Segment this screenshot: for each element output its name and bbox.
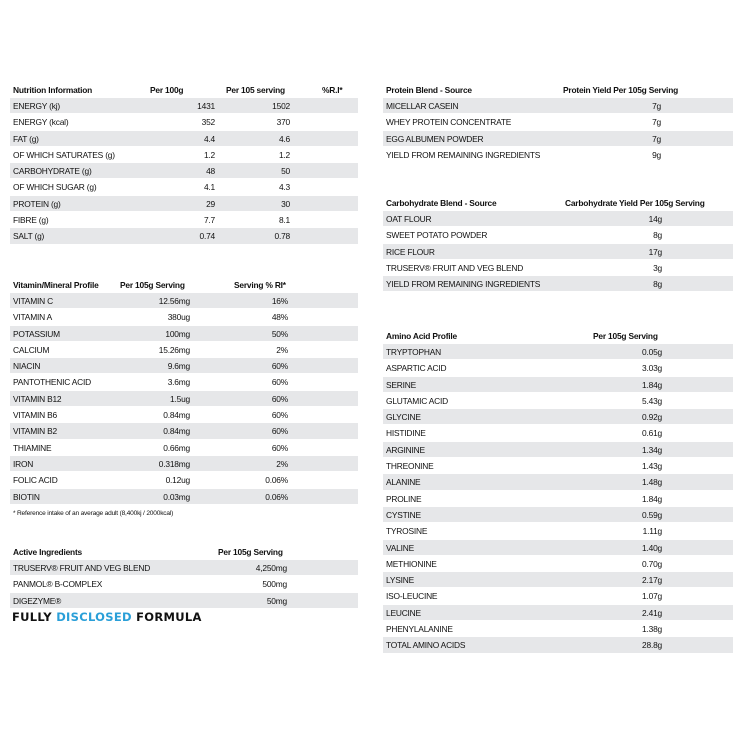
vitamin-row-value2: 60% xyxy=(271,361,288,372)
active-ingredient-row-name: PANMOL® B-COMPLEX xyxy=(13,579,103,590)
nutrition-row xyxy=(10,131,358,147)
nutrition-row-name: ENERGY (kj) xyxy=(13,101,60,111)
protein-row xyxy=(383,114,733,130)
nutrition-row-value: 7.7 xyxy=(203,215,215,226)
vitamin-header-per-serving: Per 105g Serving xyxy=(120,280,185,290)
nutrition-row-value: 352 xyxy=(201,117,215,128)
vitamin-header-label: Vitamin/Mineral Profile xyxy=(13,280,99,290)
vitamin-row xyxy=(10,407,358,423)
amino-row-name: HISTIDINE xyxy=(386,428,426,439)
carb-row-name: TRUSERV® FRUIT AND VEG BLEND xyxy=(386,262,524,273)
amino-row-value: 1.34g xyxy=(642,444,662,455)
vitamin-row-name: VITAMIN B12 xyxy=(13,393,62,404)
carb-row xyxy=(383,276,733,292)
amino-row-name: LYSINE xyxy=(386,575,414,586)
vitamin-row-value: 9.6mg xyxy=(167,361,190,372)
active-ingredient-row-name: TRUSERV® FRUIT AND VEG BLEND xyxy=(13,563,151,573)
nutrition-header-label: Nutrition Information xyxy=(13,85,93,95)
amino-row-value: 1.48g xyxy=(642,477,662,488)
vitamin-row xyxy=(10,358,358,374)
vitamin-row-value: 0.03mg xyxy=(163,491,190,502)
protein-row-name: MICELLAR CASEIN xyxy=(386,101,459,111)
amino-row-value: 1.84g xyxy=(642,493,662,504)
nutrition-row xyxy=(10,163,358,179)
amino-header-label: Amino Acid Profile xyxy=(386,331,458,341)
vitamin-row-name: THIAMINE xyxy=(13,442,52,453)
vitamin-body xyxy=(10,293,358,505)
amino-row-value: 0.05g xyxy=(642,347,662,357)
active-header-row xyxy=(10,544,358,560)
active-ingredient-row xyxy=(10,593,358,609)
vitamin-row-value2: 2% xyxy=(276,344,288,355)
vitamin-row xyxy=(10,309,358,325)
carb-header-label: Carbohydrate Blend - Source xyxy=(386,198,497,208)
nutrition-row-value2: 8.1 xyxy=(278,215,290,226)
nutrition-header-per-serving: Per 105 serving xyxy=(226,85,285,95)
vitamin-row xyxy=(10,391,358,407)
amino-row-value: 0.70g xyxy=(642,558,662,569)
amino-row xyxy=(383,507,733,523)
nutrition-body xyxy=(10,98,358,245)
carb-row-value: 8g xyxy=(653,230,662,241)
carb-row xyxy=(383,211,733,227)
carb-row-name: OAT FLOUR xyxy=(386,214,432,224)
amino-row-name: GLUTAMIC ACID xyxy=(386,395,448,406)
nutrition-header-ri: %R.I* xyxy=(322,85,343,95)
carb-row xyxy=(383,260,733,276)
active-header-label: Active Ingredients xyxy=(13,547,83,557)
active-ingredient-row-name: DIGEZYME® xyxy=(13,595,62,606)
vitamin-table xyxy=(10,277,358,505)
nutrition-row-name: CARBOHYDRATE (g) xyxy=(13,166,92,177)
amino-row-value: 0.59g xyxy=(642,509,662,520)
protein-header-label: Protein Blend - Source xyxy=(386,85,472,95)
amino-row xyxy=(383,425,733,441)
amino-row xyxy=(383,621,733,637)
amino-row xyxy=(383,393,733,409)
vitamin-row-value2: 50% xyxy=(271,328,288,339)
amino-row xyxy=(383,491,733,507)
active-ingredients-table xyxy=(10,544,358,609)
amino-row-name: THREONINE xyxy=(386,461,434,472)
carb-row-name: RICE FLOUR xyxy=(386,246,435,257)
nutrition-row-value: 0.74 xyxy=(199,231,215,242)
amino-row xyxy=(383,588,733,604)
nutrition-header-per100g: Per 100g xyxy=(150,85,184,95)
vitamin-row xyxy=(10,423,358,439)
amino-row-name: TOTAL AMINO ACIDS xyxy=(386,640,466,651)
vitamin-row xyxy=(10,374,358,390)
vitamin-row-value2: 0.06% xyxy=(265,491,288,502)
reference-intake-footnote: * Reference intake of an average adult (8,400kj / 2000kcal) xyxy=(13,510,174,517)
vitamin-row-name: VITAMIN C xyxy=(13,296,53,306)
amino-body xyxy=(383,344,733,654)
nutrition-row xyxy=(10,196,358,212)
amino-row xyxy=(383,442,733,458)
amino-row-name: ARGININE xyxy=(386,444,425,455)
vitamin-row-value2: 0.06% xyxy=(265,475,288,486)
vitamin-row-name: VITAMIN B2 xyxy=(13,426,57,437)
amino-row-value: 1.07g xyxy=(642,591,662,602)
protein-row-name: EGG ALBUMEN POWDER xyxy=(386,133,484,144)
nutrition-row-name: SALT (g) xyxy=(13,231,45,242)
vitamin-row-value: 0.66mg xyxy=(163,442,190,453)
nutrition-row-name: OF WHICH SUGAR (g) xyxy=(13,182,97,193)
vitamin-row-name: VITAMIN B6 xyxy=(13,410,57,421)
protein-row xyxy=(383,147,733,163)
vitamin-row-value: 12.56mg xyxy=(158,296,190,306)
carb-row-value: 3g xyxy=(653,262,662,273)
amino-row xyxy=(383,360,733,376)
amino-row xyxy=(383,377,733,393)
nutrition-header-row xyxy=(10,82,358,98)
active-header-per-serving: Per 105g Serving xyxy=(218,547,283,557)
amino-row-name: SERINE xyxy=(386,379,416,390)
vitamin-row-name: BIOTIN xyxy=(13,491,40,502)
active-ingredient-row-value: 50mg xyxy=(266,595,287,606)
amino-row-name: PROLINE xyxy=(386,493,422,504)
nutrition-row-value2: 4.3 xyxy=(278,182,290,193)
vitamin-row-value2: 2% xyxy=(276,458,288,469)
amino-row-value: 1.40g xyxy=(642,542,662,553)
amino-row-name: ISO-LEUCINE xyxy=(386,591,438,602)
amino-row-name: METHIONINE xyxy=(386,558,437,569)
protein-row-value: 7g xyxy=(652,117,661,128)
amino-row-name: LEUCINE xyxy=(386,607,421,618)
amino-row xyxy=(383,344,733,360)
amino-header-per-serving: Per 105g Serving xyxy=(593,331,658,341)
protein-header-row xyxy=(383,82,733,98)
carb-row-value: 17g xyxy=(648,246,662,257)
vitamin-row-value2: 60% xyxy=(271,426,288,437)
vitamin-row-value2: 60% xyxy=(271,410,288,421)
vitamin-row-name: IRON xyxy=(13,458,34,469)
vitamin-row-name: PANTOTHENIC ACID xyxy=(13,377,91,388)
active-ingredient-row xyxy=(10,576,358,592)
amino-row-name: TRYPTOPHAN xyxy=(386,347,441,357)
vitamin-row-value: 0.84mg xyxy=(163,410,190,421)
protein-row-value: 9g xyxy=(652,149,661,160)
amino-row-name: ALANINE xyxy=(386,477,421,488)
vitamin-row-value2: 60% xyxy=(271,393,288,404)
protein-row-value: 7g xyxy=(652,133,661,144)
active-body xyxy=(10,560,358,609)
vitamin-row xyxy=(10,342,358,358)
amino-row-value: 1.43g xyxy=(642,461,662,472)
carb-body xyxy=(383,211,733,292)
amino-row xyxy=(383,540,733,556)
nutrition-row-value2: 0.78 xyxy=(274,231,290,242)
vitamin-row-value2: 60% xyxy=(271,442,288,453)
vitamin-row xyxy=(10,472,358,488)
vitamin-row xyxy=(10,440,358,456)
formula-word-formula: FORMULA xyxy=(136,610,202,624)
carb-row-value: 14g xyxy=(648,214,662,224)
carb-row-name: SWEET POTATO POWDER xyxy=(386,230,488,241)
active-ingredient-row-value: 4,250mg xyxy=(255,563,287,573)
vitamin-row-value2: 60% xyxy=(271,377,288,388)
amino-row-value: 0.61g xyxy=(642,428,662,439)
amino-row xyxy=(383,458,733,474)
vitamin-row-value: 3.6mg xyxy=(167,377,190,388)
amino-header-row xyxy=(383,328,733,344)
nutrition-row-name: PROTEIN (g) xyxy=(13,198,61,209)
vitamin-row xyxy=(10,326,358,342)
amino-row xyxy=(383,556,733,572)
vitamin-header-row xyxy=(10,277,358,293)
amino-row-name: GLYCINE xyxy=(386,412,421,423)
amino-acid-table xyxy=(383,328,733,654)
nutrition-row-value: 29 xyxy=(206,198,215,209)
protein-row-value: 7g xyxy=(652,101,661,111)
nutrition-row xyxy=(10,114,358,130)
vitamin-row-value2: 48% xyxy=(271,312,288,323)
vitamin-row-value: 1.5ug xyxy=(170,393,190,404)
vitamin-row-value2: 16% xyxy=(271,296,288,306)
amino-row-name: PHENYLALANINE xyxy=(386,624,453,635)
amino-row-value: 1.38g xyxy=(642,624,662,635)
nutrition-row xyxy=(10,228,358,244)
amino-row-value: 28.8g xyxy=(642,640,662,651)
vitamin-row-value: 0.318mg xyxy=(158,458,190,469)
protein-header-yield: Protein Yield Per 105g Serving xyxy=(563,85,679,95)
carb-row xyxy=(383,227,733,243)
protein-row xyxy=(383,98,733,114)
carb-row xyxy=(383,244,733,260)
vitamin-row-name: CALCIUM xyxy=(13,344,50,355)
formula-word-fully: FULLY xyxy=(12,610,52,624)
nutrition-row xyxy=(10,179,358,195)
nutrition-row-name: ENERGY (kcal) xyxy=(13,117,69,128)
nutrition-row-value2: 1502 xyxy=(272,101,290,111)
vitamin-row-value: 0.84mg xyxy=(163,426,190,437)
amino-row xyxy=(383,637,733,653)
carbohydrate-blend-table xyxy=(383,195,733,292)
vitamin-row-value: 0.12ug xyxy=(165,475,190,486)
vitamin-row-name: FOLIC ACID xyxy=(13,475,58,486)
nutrition-row-value2: 4.6 xyxy=(278,133,290,144)
amino-row xyxy=(383,523,733,539)
vitamin-header-ri: Serving % RI* xyxy=(234,280,286,290)
nutrition-row xyxy=(10,98,358,114)
nutrition-row-name: OF WHICH SATURATES (g) xyxy=(13,149,115,160)
protein-body xyxy=(383,98,733,163)
carb-header-yield: Carbohydrate Yield Per 105g Serving xyxy=(565,198,705,208)
nutrition-row-value: 48 xyxy=(206,166,215,177)
vitamin-row-value: 100mg xyxy=(165,328,190,339)
formula-word-disclosed: DISCLOSED xyxy=(56,610,132,624)
amino-row-value: 5.43g xyxy=(642,395,662,406)
amino-row-name: TYROSINE xyxy=(386,526,428,537)
amino-row-value: 2.17g xyxy=(642,575,662,586)
protein-row-name: WHEY PROTEIN CONCENTRATE xyxy=(386,117,512,128)
nutrition-row-value: 4.1 xyxy=(203,182,215,193)
vitamin-row-value: 15.26mg xyxy=(158,344,190,355)
nutrition-row-value2: 50 xyxy=(281,166,290,177)
amino-row-value: 3.03g xyxy=(642,363,662,374)
amino-row xyxy=(383,409,733,425)
nutrition-row-value2: 370 xyxy=(276,117,290,128)
active-ingredient-row xyxy=(10,560,358,576)
nutrition-row-name: FAT (g) xyxy=(13,133,39,144)
vitamin-row-name: VITAMIN A xyxy=(13,312,52,323)
vitamin-row-name: NIACIN xyxy=(13,361,41,372)
vitamin-row xyxy=(10,489,358,505)
carb-row-name: YIELD FROM REMAINING INGREDIENTS xyxy=(386,279,541,290)
amino-row xyxy=(383,572,733,588)
amino-row-value: 2.41g xyxy=(642,607,662,618)
nutrition-row xyxy=(10,147,358,163)
amino-row xyxy=(383,474,733,490)
vitamin-row-value: 380ug xyxy=(167,312,190,323)
carb-row-value: 8g xyxy=(653,279,662,290)
nutrition-row-name: FIBRE (g) xyxy=(13,215,49,226)
nutrition-row xyxy=(10,212,358,228)
nutrition-table xyxy=(10,82,358,245)
nutrition-row-value: 4.4 xyxy=(203,133,215,144)
fully-disclosed-formula-title xyxy=(12,610,202,624)
amino-row-name: ASPARTIC ACID xyxy=(386,363,447,374)
protein-row-name: YIELD FROM REMAINING INGREDIENTS xyxy=(386,149,541,160)
amino-row-value: 1.84g xyxy=(642,379,662,390)
nutrition-row-value: 1431 xyxy=(197,101,215,111)
protein-blend-table xyxy=(383,82,733,163)
vitamin-row xyxy=(10,456,358,472)
active-ingredient-row-value: 500mg xyxy=(262,579,287,590)
nutrition-row-value2: 30 xyxy=(281,198,290,209)
amino-row-name: VALINE xyxy=(386,542,414,553)
amino-row-value: 1.11g xyxy=(642,526,662,537)
vitamin-row-name: POTASSIUM xyxy=(13,328,60,339)
amino-row-value: 0.92g xyxy=(642,412,662,423)
nutrition-row-value: 1.2 xyxy=(203,149,215,160)
amino-row xyxy=(383,605,733,621)
vitamin-row xyxy=(10,293,358,309)
amino-row-name: CYSTINE xyxy=(386,509,421,520)
protein-row xyxy=(383,131,733,147)
nutrition-row-value2: 1.2 xyxy=(278,149,290,160)
carb-header-row xyxy=(383,195,733,211)
